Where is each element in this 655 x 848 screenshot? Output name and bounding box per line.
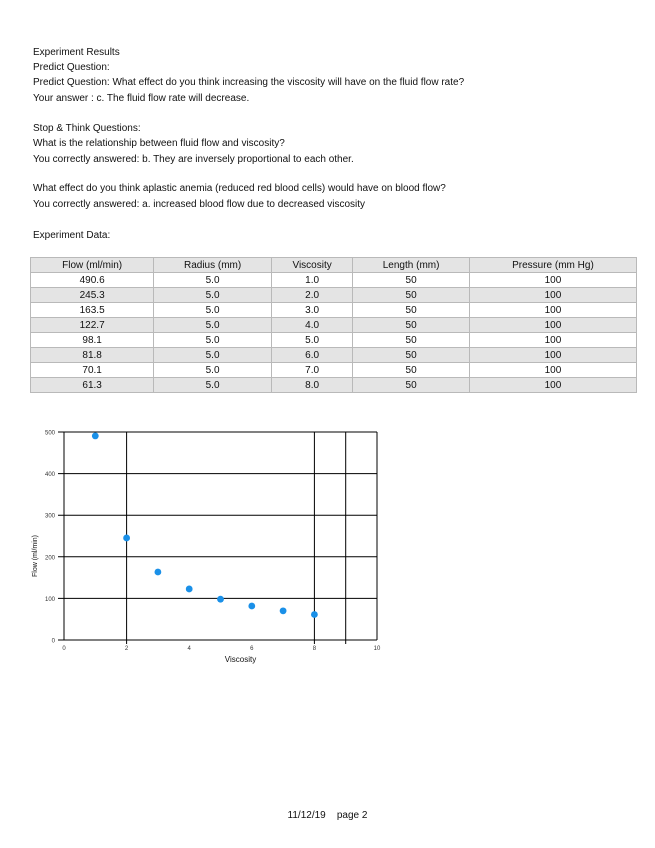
table-cell: 5.0: [154, 318, 272, 333]
table-cell: 50: [353, 378, 470, 393]
table-row: [31, 288, 637, 303]
table-cell: 100: [469, 318, 636, 333]
y-tick-label: 300: [44, 513, 55, 520]
table-cell: 5.0: [154, 303, 272, 318]
table-cell: 100: [469, 378, 636, 393]
table-cell: 5.0: [271, 333, 352, 348]
table-cell: 100: [469, 273, 636, 288]
table-row: [31, 333, 637, 348]
y-tick-label: 0: [51, 638, 55, 645]
table-cell: 8.0: [271, 378, 352, 393]
footer-page-number: page 2: [336, 810, 368, 821]
table-cell: 163.5: [31, 303, 154, 318]
table-cell: 122.7: [31, 318, 154, 333]
data-point: [92, 433, 99, 440]
column-header-length: Length (mm): [353, 258, 470, 273]
stop-think-question-1: What is the relationship between fluid flow and viscosity?: [33, 138, 285, 149]
table-cell: 50: [353, 288, 470, 303]
table-cell: 50: [353, 273, 470, 288]
y-tick-label: 500: [44, 430, 55, 437]
stop-think-answer-1: You correctly answered: b. They are inversely proportional to each other.: [33, 154, 354, 165]
data-point: [186, 586, 193, 593]
predict-question: Predict Question: What effect do you think increasing the viscosity will have on the fluid flow rate?: [33, 77, 465, 88]
table-row: [31, 303, 637, 318]
table-cell: 490.6: [31, 273, 154, 288]
table-cell: 3.0: [271, 303, 352, 318]
predict-label: Predict Question:: [33, 62, 110, 73]
x-tick-label: 2: [124, 646, 129, 652]
column-header-viscosity: Viscosity: [271, 258, 352, 273]
column-header-pressure: Pressure (mm Hg): [469, 258, 636, 273]
table-cell: 50: [353, 363, 470, 378]
table-cell: 6.0: [271, 348, 352, 363]
table-cell: 7.0: [271, 363, 352, 378]
predict-answer: Your answer : c. The fluid flow rate will decrease.: [33, 93, 250, 104]
y-tick-label: 100: [44, 596, 55, 603]
flow-viscosity-chart: [25, 420, 395, 670]
table-row: [31, 378, 637, 393]
x-axis-label: Viscosity: [224, 655, 257, 664]
y-axis-label: Flow (ml/min): [32, 535, 39, 577]
data-point: [248, 603, 255, 610]
table-cell: 1.0: [271, 273, 352, 288]
results-title: Experiment Results: [33, 47, 120, 58]
table-cell: 81.8: [31, 348, 154, 363]
y-tick-label: 200: [44, 555, 55, 562]
data-point: [123, 535, 130, 542]
table-row: [31, 363, 637, 378]
x-tick-label: 4: [187, 646, 191, 652]
table-cell: 5.0: [154, 273, 272, 288]
table-row: [31, 273, 637, 288]
column-header-radius: Radius (mm): [154, 258, 272, 273]
experiment-data-table: [30, 257, 637, 393]
table-header-row: [31, 258, 637, 273]
table-cell: 100: [469, 363, 636, 378]
table-cell: 5.0: [154, 333, 272, 348]
table-cell: 98.1: [31, 333, 154, 348]
table-cell: 50: [353, 318, 470, 333]
stop-think-label: Stop & Think Questions:: [33, 123, 141, 134]
table-cell: 2.0: [271, 288, 352, 303]
table-cell: 5.0: [154, 288, 272, 303]
data-point: [155, 569, 162, 576]
x-tick-label: 8: [312, 646, 317, 652]
table-cell: 100: [469, 303, 636, 318]
footer-date: 11/12/19: [287, 810, 326, 821]
table-cell: 50: [353, 348, 470, 363]
experiment-data-label: Experiment Data:: [33, 230, 111, 241]
table-cell: 70.1: [31, 363, 154, 378]
table-cell: 5.0: [154, 363, 272, 378]
table-cell: 4.0: [271, 318, 352, 333]
table-cell: 50: [353, 333, 470, 348]
table-cell: 61.3: [31, 378, 154, 393]
column-header-flow: Flow (ml/min): [31, 258, 154, 273]
x-tick-label: 0: [62, 646, 66, 652]
data-point: [217, 596, 224, 603]
x-tick-label: 10: [373, 646, 381, 652]
table-cell: 245.3: [31, 288, 154, 303]
table-cell: 50: [353, 303, 470, 318]
table-row: [31, 348, 637, 363]
stop-think-question-2: What effect do you think aplastic anemia (reduced red blood cells) would have on blood flow?: [33, 183, 446, 194]
table-cell: 100: [469, 333, 636, 348]
data-point: [280, 607, 287, 614]
page-footer: [0, 810, 655, 821]
table-cell: 5.0: [154, 348, 272, 363]
y-tick-label: 400: [44, 472, 55, 479]
x-tick-label: 6: [250, 646, 254, 652]
table-cell: 100: [469, 348, 636, 363]
table-cell: 100: [469, 288, 636, 303]
table-row: [31, 318, 637, 333]
data-point: [311, 611, 318, 618]
table-cell: 5.0: [154, 378, 272, 393]
stop-think-answer-2: You correctly answered: a. increased blood flow due to decreased viscosity: [33, 199, 366, 210]
